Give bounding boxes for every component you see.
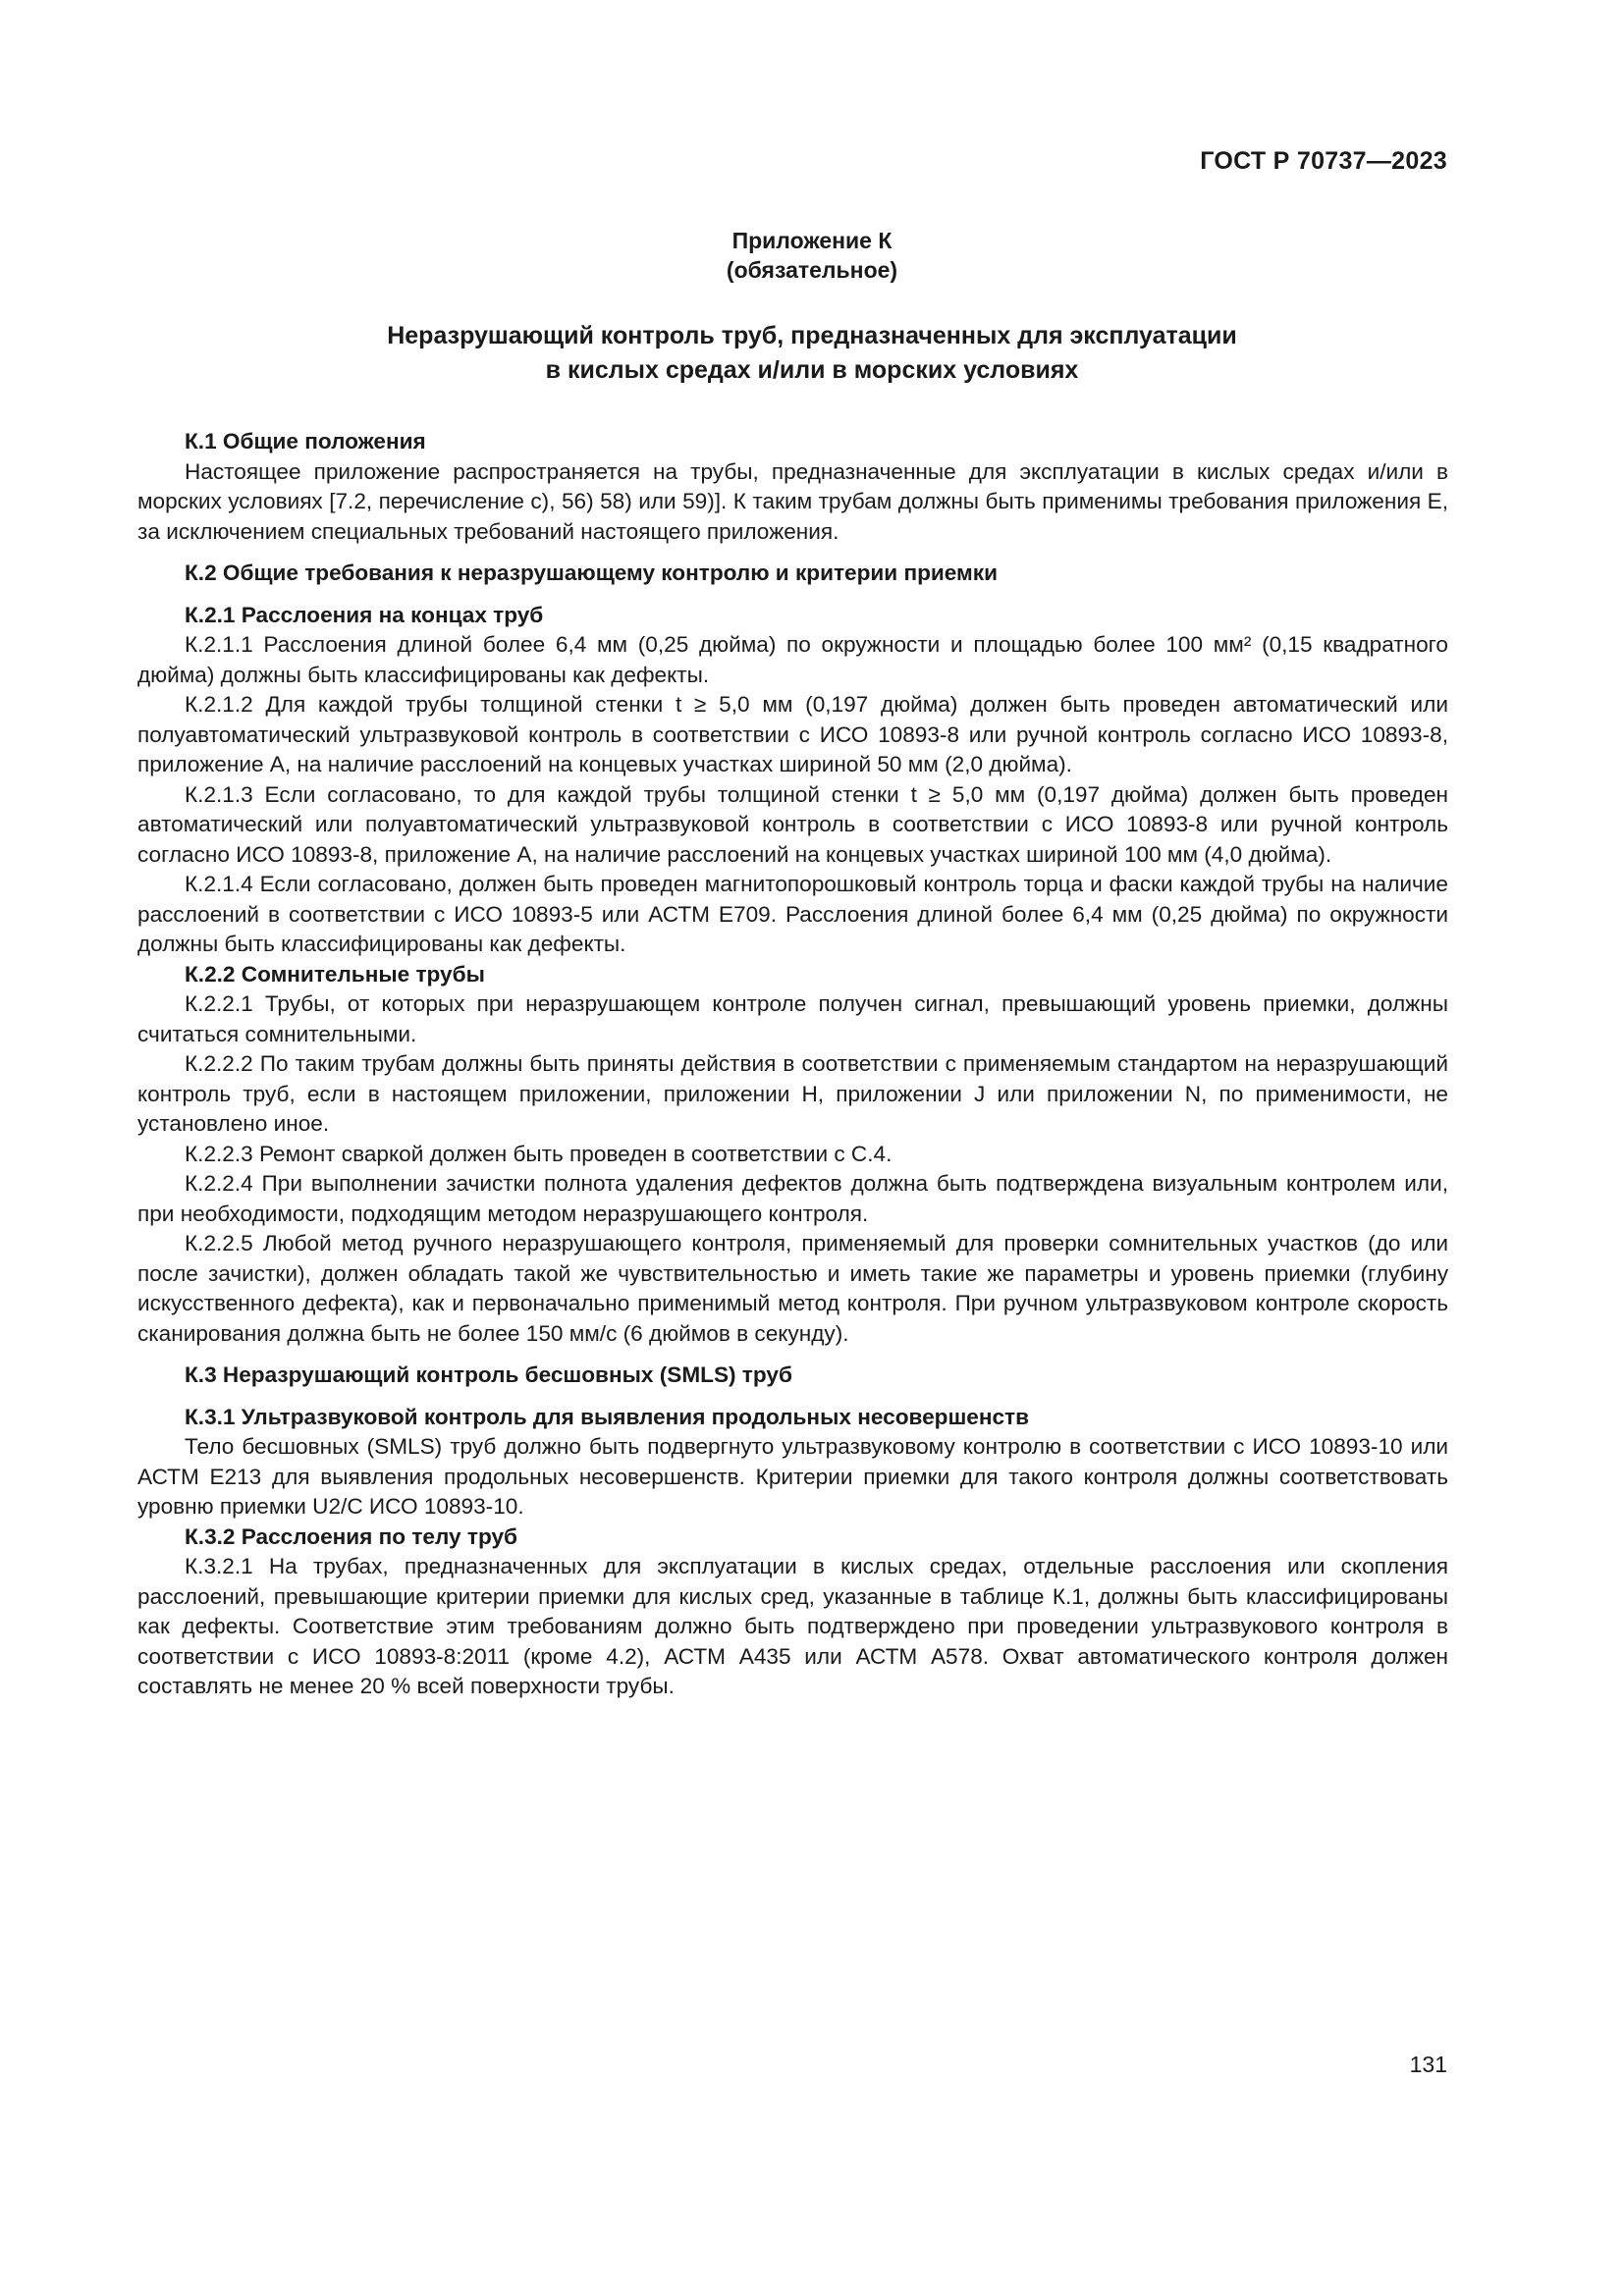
title-line-2: в кислых средах и/или в морских условиях — [545, 356, 1079, 384]
section-heading: К.2.2 Сомнительные трубы — [185, 961, 485, 987]
paragraph: К.2.2.2 По таким трубам должны быть приняты действия в соответствии с применяемым стандартом на неразрушающий контроль труб, если в настоящем приложении, приложении Н, приложении J или приложении N, по применимости, не установлено иное. — [137, 1051, 1448, 1136]
paragraph: К.2.2.1 Трубы, от которых при неразрушающем контроле получен сигнал, превышающий уровень приемки, должны считаться сомнительными. — [137, 991, 1448, 1046]
paragraph: Тело бесшовных (SMLS) труб должно быть подвергнуто ультразвуковому контролю в соответствии с ИСО 10893-10 или АСТМ Е213 для выявления продольных несовершенств. Критерии приемки для такого контроля должны соответствовать уровню приемки U2/C ИСО 10893-10. — [137, 1434, 1448, 1519]
paragraph: К.2.1.4 Если согласовано, должен быть проведен магнитопорошковый контроль торца и фаски каждой трубы на наличие расслоений в соответствии с ИСО 10893-5 или АСТМ Е709. Расслоения длиной более 6,4 мм (0,25 дюйма) по окружности должны быть классифицированы как дефекты. — [137, 872, 1448, 956]
paragraph: К.2.2.4 При выполнении зачистки полнота удаления дефектов должна быть подтверждена визуальным контролем или, при необходимости, подходящим методом неразрушающего контроля. — [137, 1171, 1448, 1226]
page-number: 131 — [1409, 2052, 1447, 2077]
section-heading: К.3.1 Ультразвуковой контроль для выявления продольных несовершенств — [185, 1404, 1030, 1429]
appendix-status: (обязательное) — [726, 257, 898, 283]
paragraph: К.2.1.1 Расслоения длиной более 6,4 мм (0,25 дюйма) по окружности и площадью более 100 мм² (0,15 квадратного дюйма) должны быть классифицированы как дефекты. — [137, 632, 1448, 687]
section-heading: К.2 Общие требования к неразрушающему контролю и критерии приемки — [185, 561, 998, 585]
title-line-1: Неразрушающий контроль труб, предназначенных для эксплуатации — [387, 322, 1237, 349]
paragraph: К.2.2.5 Любой метод ручного неразрушающего контроля, применяемый для проверки сомнительных участков (до или после зачистки), должен обладать такой же чувствительностью и иметь такие же параметры и уровень приемки (глубину искусственного дефекта), как и первоначально применимый метод контроля. При ручном ультразвуковом контроле скорость сканирования должна быть не более 150 мм/с (6 дюймов в секунду). — [137, 1231, 1448, 1346]
paragraph: К.2.1.2 Для каждой трубы толщиной стенки t ≥ 5,0 мм (0,197 дюйма) должен быть проведен автоматический или полуавтоматический ультразвуковой контроль в соответствии с ИСО 10893-8 или ручной контроль согласно ИСО 10893-8, приложение А, на наличие расслоений на концевых участках шириной 50 мм (2,0 дюйма). — [137, 692, 1448, 776]
paragraph: К.3.2.1 На трубах, предназначенных для эксплуатации в кислых средах, отдельные расслоения или скопления расслоений, превышающие критерии приемки для кислых сред, указанные в таблице К.1, должны быть классифицированы как дефекты. Соответствие этим требованиям должно быть подтверждено при проведении ультразвукового контроля в соответствии с ИСО 10893-8:2011 (кроме 4.2), АСТМ А435 или АСТМ А578. Охват автоматического контроля должен составлять не менее 20 % всей поверхности трубы. — [137, 1554, 1448, 1698]
document-code: ГОСТ Р 70737—2023 — [1200, 147, 1447, 175]
paragraph: К.2.2.3 Ремонт сваркой должен быть проведен в соответствии с С.4. — [185, 1141, 893, 1166]
paragraph: К.2.1.3 Если согласовано, то для каждой трубы толщиной стенки t ≥ 5,0 мм (0,197 дюйма) должен быть проведен автоматический или полуавтоматический ультразвуковой контроль в соответствии с ИСО 10893-8 или ручной контроль согласно ИСО 10893-8, приложение А, на наличие расслоений на концевых участках шириной 100 мм (4,0 дюйма). — [137, 781, 1448, 867]
appendix-heading — [0, 226, 1624, 285]
page-title — [0, 319, 1624, 388]
paragraph: Настоящее приложение распространяется на трубы, предназначенные для эксплуатации в кислых средах и/или в морских условиях [7.2, перечисление с), 56) 58) или 59)]. К таким трубам должны быть применимы требования приложения Е, за исключением специальных требований настоящего приложения. — [137, 458, 1448, 544]
section-heading: К.2.1 Расслоения на концах труб — [185, 602, 544, 627]
section-heading: К.3.2 Расслоения по телу труб — [185, 1523, 517, 1549]
section-heading: К.3 Неразрушающий контроль бесшовных (SMLS) труб — [185, 1362, 792, 1387]
section-heading: К.1 Общие положения — [185, 429, 426, 454]
body-text — [137, 427, 1448, 1702]
appendix-label: Приложение К — [731, 228, 893, 253]
